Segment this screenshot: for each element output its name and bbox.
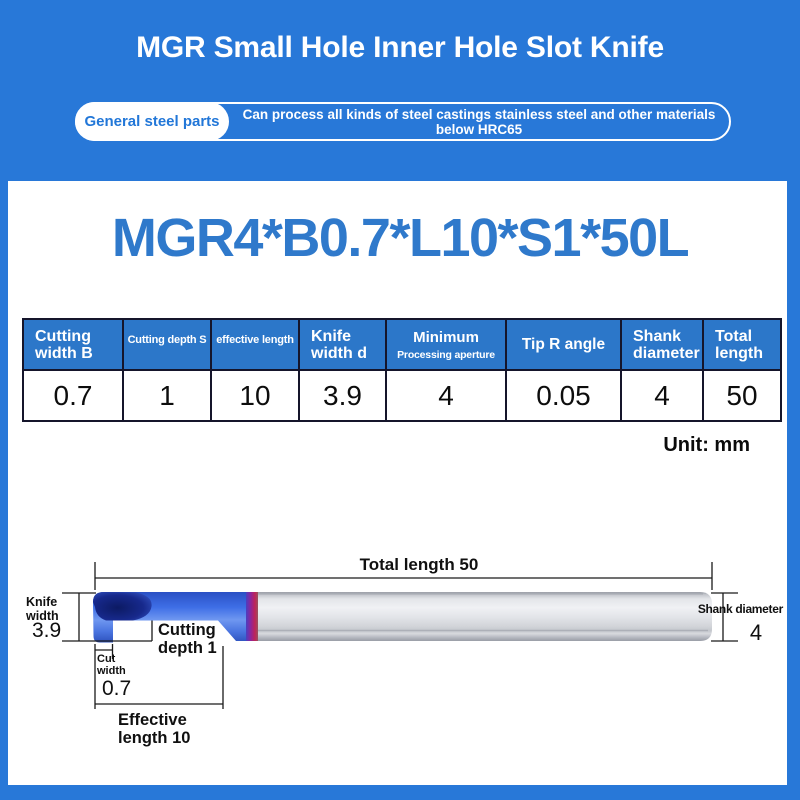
value-min-aperture: 4 xyxy=(386,370,506,421)
tool-cutter-blob xyxy=(93,592,152,621)
spec-table-value-row xyxy=(23,370,781,421)
header-cutting-width: Cutting width B xyxy=(23,319,123,370)
category-tab: General steel parts xyxy=(75,102,229,141)
knife-width-value: 3.9 xyxy=(32,619,62,642)
dimension-cut-width xyxy=(95,644,131,709)
svg-text:width: width xyxy=(97,665,126,677)
cut-width-label: Cut xyxy=(97,653,116,665)
header-knife-width: Knife width d xyxy=(299,319,386,370)
dimension-cutting-depth xyxy=(152,621,217,658)
coating-transition-stripe xyxy=(246,592,258,641)
tool-shank xyxy=(254,592,712,641)
value-total-length: 50 xyxy=(703,370,781,421)
value-knife-width: 3.9 xyxy=(299,370,386,421)
dimension-total-length xyxy=(95,555,712,590)
value-cutting-width: 0.7 xyxy=(23,370,123,421)
header-total-length: Total length xyxy=(703,319,781,370)
value-cutting-depth: 1 xyxy=(123,370,211,421)
value-tip-r-angle: 0.05 xyxy=(506,370,621,421)
svg-text:depth 1: depth 1 xyxy=(158,639,217,657)
header-cutting-depth: Cutting depth S xyxy=(123,319,211,370)
svg-text:width: width xyxy=(26,609,59,623)
model-number-title: MGR4*B0.7*L10*S1*50L xyxy=(111,208,689,268)
value-shank-diameter: 4 xyxy=(621,370,703,421)
effective-length-label: Effective xyxy=(118,711,187,729)
header-effective-length: effective length xyxy=(211,319,299,370)
cut-width-value: 0.7 xyxy=(102,677,132,700)
tool-dimension-diagram xyxy=(0,536,800,786)
spec-table xyxy=(22,318,782,422)
category-description: Can process all kinds of steel castings stainless steel and other materials below HRC65 xyxy=(242,106,716,137)
header-tip-r-angle: Tip R angle xyxy=(506,319,621,370)
value-effective-length: 10 xyxy=(211,370,299,421)
shank-diameter-value: 4 xyxy=(749,620,763,645)
svg-text:length 10: length 10 xyxy=(118,729,191,747)
header-shank-diameter: Shank diameter xyxy=(621,319,703,370)
knife-width-label: Knife xyxy=(26,595,58,609)
spec-table-header-row xyxy=(23,319,781,370)
unit-label: Unit: mm xyxy=(663,434,750,456)
cutting-depth-label: Cutting xyxy=(158,621,216,639)
header-min-aperture: Minimum Processing aperture xyxy=(386,319,506,370)
total-length-label: Total length 50 xyxy=(359,555,479,574)
category-bar xyxy=(75,102,731,141)
shank-diameter-label: Shank diameter xyxy=(697,602,783,616)
page-title: MGR Small Hole Inner Hole Slot Knife xyxy=(136,31,664,64)
